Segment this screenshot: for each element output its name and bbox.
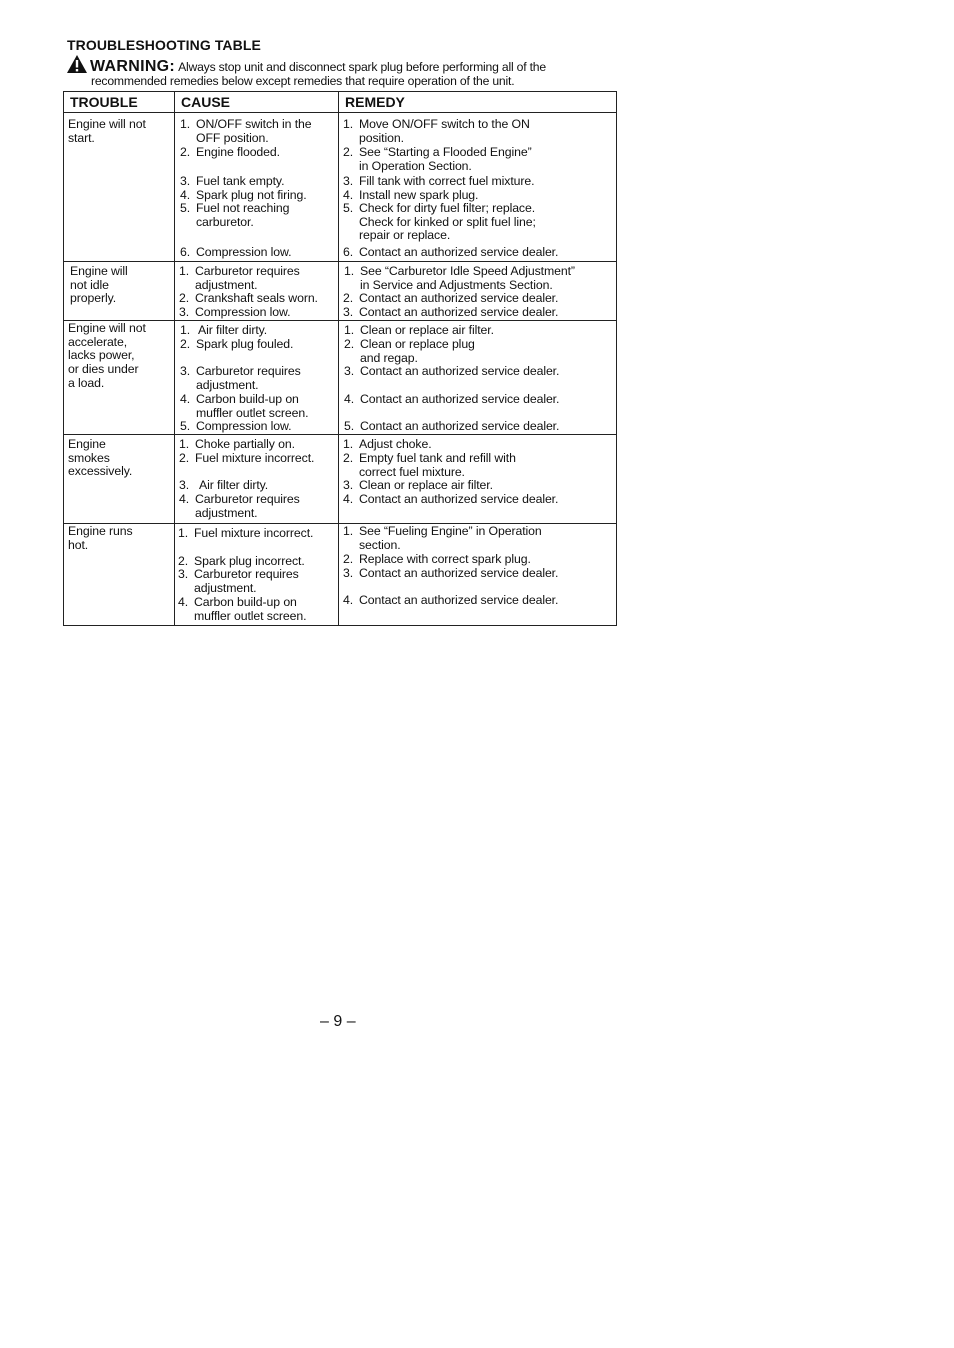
trouble-cell bbox=[64, 262, 175, 320]
table-row bbox=[64, 435, 616, 524]
warning-text-line-1: Always stop unit and disconnect spark plug before performing all of the bbox=[178, 60, 546, 74]
remedy-cell: 1. Adjust choke. 2. Empty fuel tank and refill with correct fuel mixture. 3. Clean or replace air filter. 4. Contact an authorized service dealer. bbox=[343, 437, 559, 506]
remedy-cell: 1. See “Fueling Engine” in Operation section. 2. Replace with correct spark plug. 3. Contact an authorized service dealer. 4. Contact an authorized service dealer. bbox=[343, 524, 559, 607]
cause-cell: 1. Fuel mixture incorrect. 2. Spark plug incorrect. 3. Carburetor requires adjustment. 4. Carbon build-up on muffler outlet screen. bbox=[175, 524, 339, 625]
warning-label: WARNING: bbox=[90, 58, 176, 75]
cause-cell: 1. Air filter dirty. 2. Spark plug fouled. 3. Carburetor requires adjustment. 4. Carbon build-up on muffler outlet screen. 5. Compression low. bbox=[175, 321, 339, 434]
table-row bbox=[64, 113, 616, 262]
remedy-cell: 1. See “Carburetor Idle Speed Adjustment” in Service and Adjustments Section. 2. Contact an authorized service dealer. 3. Contact an authorized service dealer. bbox=[343, 264, 575, 319]
cause-cell: 1. ON/OFF switch in the OFF position. 2. Engine flooded. 3. Fuel tank empty. 4. Spark plug not firing. 5. Fuel not reaching carburetor. 6. Compression low. bbox=[175, 113, 339, 261]
trouble-text: Engine will not accelerate, lacks power, or dies under a load. bbox=[68, 321, 146, 390]
remedy-cell: 1. Move ON/OFF switch to the ON position. 2. See “Starting a Flooded Engine” in Operation Section. 3. Fill tank with correct fuel mixture. 4. Install new spark plug. 5. Check for dirty fuel filter; replace. Check for kinked or split fuel line; repair or replace. 6. Contact an authorized service dealer. bbox=[343, 117, 559, 259]
page-number: – 9 – bbox=[320, 1013, 356, 1030]
warning-triangle-icon bbox=[66, 54, 88, 74]
table-header-row bbox=[64, 92, 616, 113]
trouble-text: Engine will not idle properly. bbox=[70, 264, 128, 306]
remedy-cell: 1. Clean or replace air filter. 2. Clean or replace plug and regap. 3. Contact an authorized service dealer. 4. Contact an authorized service dealer. 5. Contact an authorized service dealer. bbox=[344, 323, 560, 433]
trouble-cell bbox=[64, 524, 175, 625]
warning-text-line-2: recommended remedies below except remedies that require operation of the unit. bbox=[91, 74, 515, 88]
trouble-text: Engine smokes excessively. bbox=[68, 437, 133, 479]
cause-cell: 1. Carburetor requires adjustment. 2. Crankshaft seals worn. 3. Compression low. bbox=[175, 262, 339, 320]
table-row bbox=[64, 321, 616, 435]
trouble-cell bbox=[64, 435, 175, 523]
trouble-text: Engine will not start. bbox=[68, 117, 146, 145]
troubleshooting-table bbox=[63, 91, 617, 626]
header-remedy: REMEDY bbox=[345, 94, 405, 110]
table-row bbox=[64, 262, 616, 321]
table-row bbox=[64, 524, 616, 625]
trouble-cell bbox=[64, 113, 175, 261]
trouble-cell bbox=[64, 321, 175, 434]
warning-notice bbox=[66, 54, 626, 88]
cause-cell: 1. Choke partially on. 2. Fuel mixture incorrect. 3. Air filter dirty. 4. Carburetor requires adjustment. bbox=[175, 435, 339, 523]
trouble-text: Engine runs hot. bbox=[68, 524, 133, 552]
header-trouble: TROUBLE bbox=[64, 92, 175, 112]
page-title: TROUBLESHOOTING TABLE bbox=[67, 37, 261, 53]
header-cause: CAUSE bbox=[175, 92, 339, 112]
